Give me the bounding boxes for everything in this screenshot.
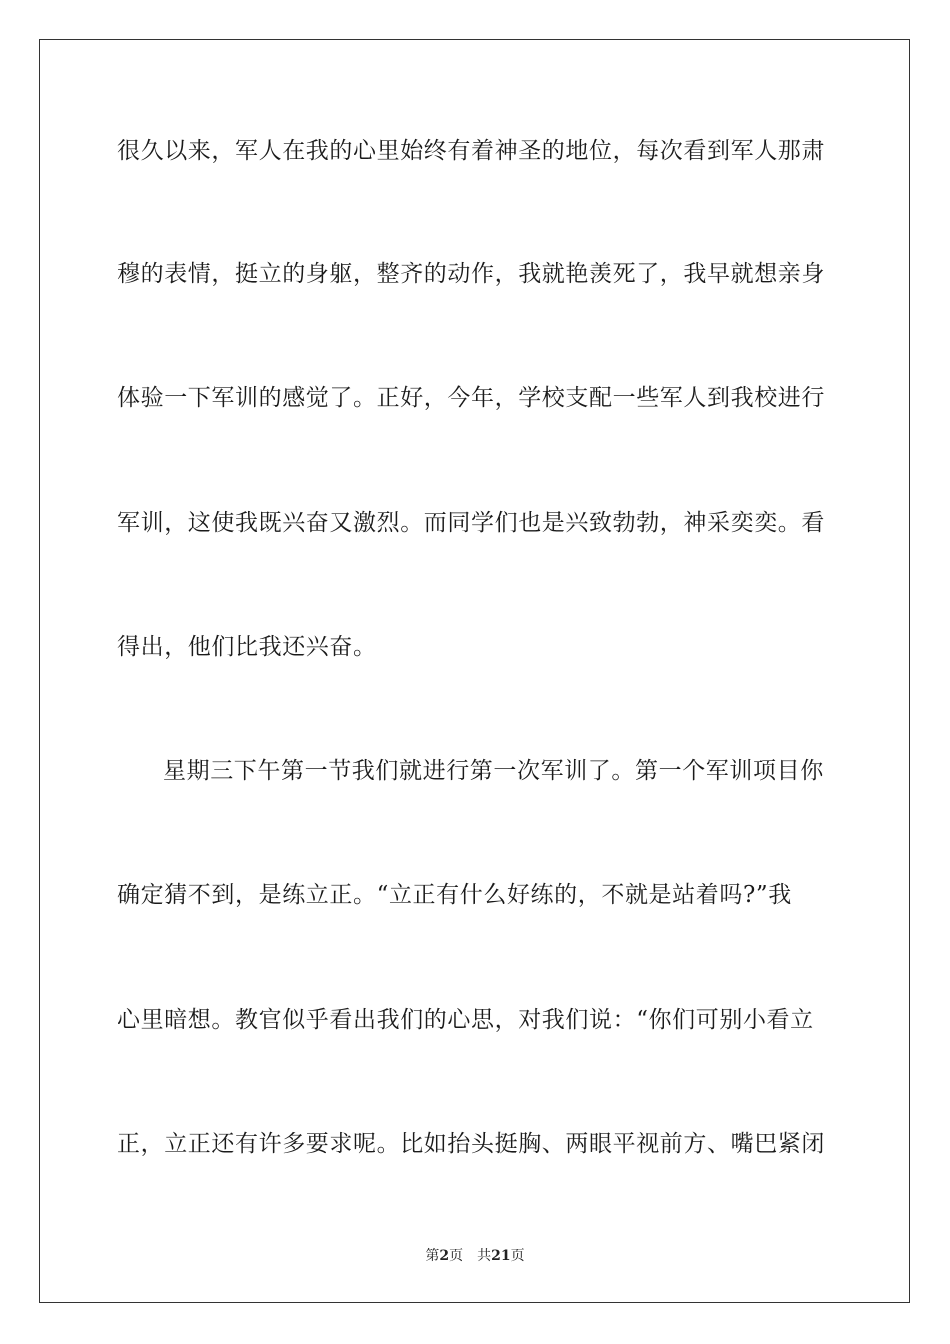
body-line-8: 心里暗想。教官似乎看出我们的心思，对我们说：“你们可别小看立 [117,1007,814,1033]
body-line-6: 星期三下午第一节我们就进行第一次军训了。第一个军训项目你 [163,758,824,784]
body-line-9: 正，立正还有许多要求呢。比如抬头挺胸、两眼平视前方、嘴巴紧闭 [117,1131,825,1157]
footer-page-suffix: 页 [449,1248,464,1264]
body-line-3: 体验一下军训的感觉了。正好，今年，学校支配一些军人到我校进行 [117,385,825,411]
body-line-7: 确定猜不到，是练立正。“立正有什么好练的，不就是站着吗?”我 [117,882,792,908]
body-line-2: 穆的表情，挺立的身躯，整齐的动作，我就艳羡死了，我早就想亲身 [117,261,825,287]
body-line-1: 很久以来，军人在我的心里始终有着神圣的地位，每次看到军人那肃 [117,138,825,164]
footer-page-number: 2 [439,1248,450,1264]
page-border [39,39,910,1303]
footer-total-suffix: 页 [510,1248,525,1264]
page-footer [0,1247,950,1265]
body-line-4: 军训，这使我既兴奋又激烈。而同学们也是兴致勃勃，神采奕奕。看 [117,510,825,536]
footer-total-prefix: 共 [477,1248,492,1264]
footer-page-prefix: 第 [425,1248,440,1264]
footer-total-pages: 21 [491,1248,511,1264]
body-line-5: 得出，他们比我还兴奋。 [117,634,377,660]
